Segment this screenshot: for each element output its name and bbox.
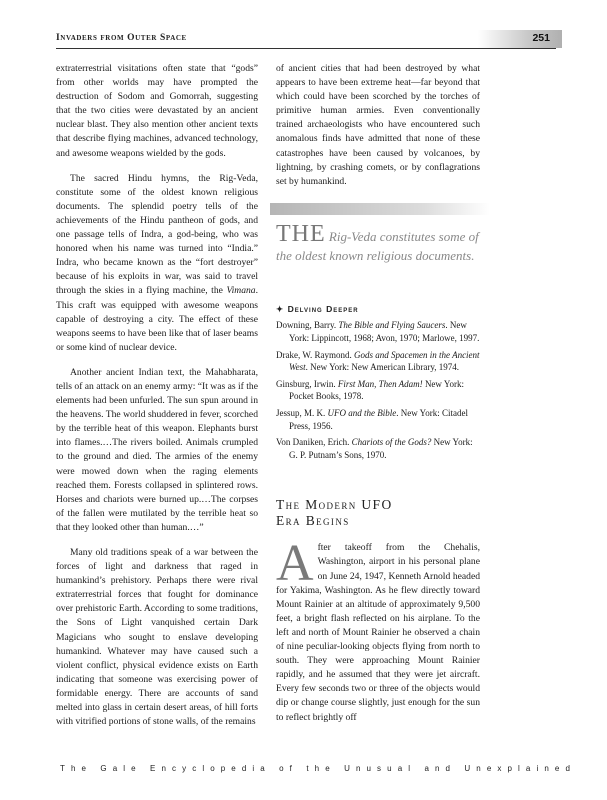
section-heading: The Modern UFO Era Begins — [276, 497, 393, 529]
paragraph: of ancient cities that had been destroyed by what appears to have been extreme heat—far beyond that which could have been scorched by the torches of primitive human armies. Even conventionally trained archaeologists who have encountered such anomalous finds have admitted that none of these catastrophes have been caused by volcanoes, by lightning, by crashing comets, or by conflagrations set by humankind. — [276, 63, 480, 187]
bibliography-list — [276, 319, 480, 461]
bibliography-entry: Ginsburg, Irwin. First Man, Then Adam! New York: Pocket Books, 1978. — [276, 378, 464, 402]
paragraph-arnold: After takeoff from the Chehalis, Washington, airport in his personal plane on June 24, 1947, Kenneth Arnold headed for Yakima, Washington. As he flew directly toward Mount Rainier at an altitude of approximately 9,500 feet, a bright flash reflected on his airplane. To the left and north of Mount Rainier he observed a chain of nine peculiar-looking objects flying from north to south. They were approaching Mount Rainier rapidly, and he assumed that they were jet aircraft. Every few seconds two or three of the objects would dip or change course slightly, just enough for the sun to reflect brightly off — [276, 535, 480, 723]
bibliography-entry: Downing, Barry. The Bible and Flying Saucers. New York: Lippincott, 1968; Avon, 1970; Marlowe, 1997. — [276, 320, 480, 344]
drop-cap: A — [276, 535, 314, 593]
delving-deeper — [276, 303, 480, 462]
right-column — [276, 62, 480, 736]
bibliography-entry: Jessup, M. K. UFO and the Bible. New York: Citadel Press, 1956. — [276, 408, 469, 431]
running-footer: The Gale Encyclopedia of the Unusual and Unexplained — [60, 764, 576, 773]
running-header — [56, 30, 556, 49]
paragraph-war: Many old traditions speak of a war between the forces of light and darkness that raged in humankind’s prehistory. Perhaps there were rival extraterrestrial forces that fought for dominance over prehistoric Earth. According to some traditions, the Sons of Light vanquished certain Dark Magicians who sought to enslave developing humankind. Whatever may have caused such a violent conflict, physical evidence exists on Earth indicating that someone was exercising power of formidable energy. There are accounts of sand melted into glass in certain desert areas, of hill forts with vitrified portions of stone walls, of the remains — [56, 547, 258, 728]
pull-quote-bar — [270, 203, 490, 215]
delving-deeper-title: ✦ Delving Deeper — [276, 303, 359, 314]
running-title: Invaders from Outer Space — [56, 33, 187, 43]
vimana-term: Vimana — [226, 285, 256, 297]
paragraph-mahabharata: Another ancient Indian text, the Mahabharata, tells of an attack on an enemy army: “It was as if the elements had been unfurled. The sun spun around in the heavens. The world shuddered in fever, scorched by the terrible heat of this weapon. Elephants burst into flames.…The rivers boiled. Animals crumpled to the ground and died. The armies of the enemy were mowed down when the raging elements reached them. Forests collapsed in splintered rows. Horses and chariots were burned up.…The corpses of the fallen were mutilated by the terrible heat so that they looked other than human.…” — [56, 366, 258, 533]
left-column — [56, 62, 258, 740]
bibliography-entry: Von Daniken, Erich. Chariots of the Gods? New York: G. P. Putnam’s Sons, 1970. — [276, 437, 473, 460]
bibliography-entry: Drake, W. Raymond. Gods and Spacemen in the Ancient West. New York: New American Library, 1974. — [276, 349, 480, 373]
paragraph-rig-veda: The sacred Hindu hymns, the Rig-Veda, constitute some of the oldest known religious documents. The splendid poetry tells of the achievements of the Hindu pantheon of gods, and one passage tells of Indra, a god-being, who was honored when his name was turned into “India.” Indra, who became known as the “fort destroyer” because of his exploits in war, was said to travel through the skies in a flying machine, the Vimana. This craft was equipped with awesome weapons capable of destroying a city. The effect of these weapons seems to have been like that of laser beams or some kind of nuclear device. — [56, 172, 258, 353]
paragraph: extraterrestrial visitations often state that “gods” from other worlds may have prompted the destruction of Sodom and Gomorrah, suggesting that the two cities were devastated by an ancient nuclear blast. They also mention other ancient texts that describe flying machines, advanced technology, and awesome weapons wielded by the gods. — [56, 63, 258, 159]
page-number: 251 — [532, 32, 550, 44]
diamond-bullet-icon: ✦ — [276, 303, 285, 314]
pull-quote — [276, 203, 480, 281]
pull-quote-text: THE Rig-Veda constitutes some of the oldest known religious documents. — [276, 220, 479, 263]
